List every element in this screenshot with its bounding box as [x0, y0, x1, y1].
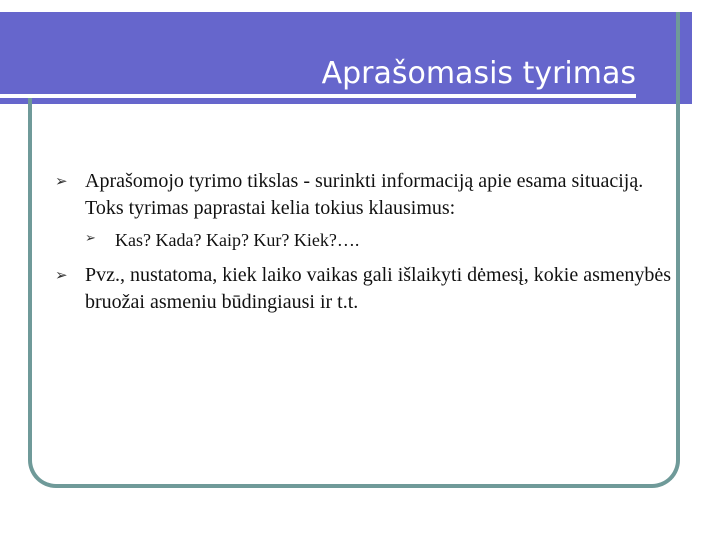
bullet-item-3 — [55, 262, 675, 316]
bullet-item-2 — [85, 228, 359, 252]
frame-right-top-edge — [676, 12, 680, 108]
slide-title: Aprašomasis tyrimas — [321, 56, 636, 91]
bullet-text-3: Pvz., nustatoma, kiek laiko vaikas gali išlaikyti dėmesį, kokie asmenybės bruožai asmeniu būdingiausi ir t.t. — [85, 264, 671, 313]
bullet-item-1 — [55, 168, 675, 222]
bullet-text-2: Kas? Kada? Kaip? Kur? Kiek?…. — [115, 230, 360, 250]
arrow-bullet-icon: ➢ — [55, 172, 68, 190]
arrow-bullet-icon: ➢ — [55, 266, 68, 284]
bullet-text-1: Aprašomojo tyrimo tikslas - surinkti informaciją apie esama situaciją. Toks tyrimas paprastai kelia tokius klausimus: — [85, 170, 644, 219]
arrow-bullet-icon: ➢ — [85, 231, 96, 246]
